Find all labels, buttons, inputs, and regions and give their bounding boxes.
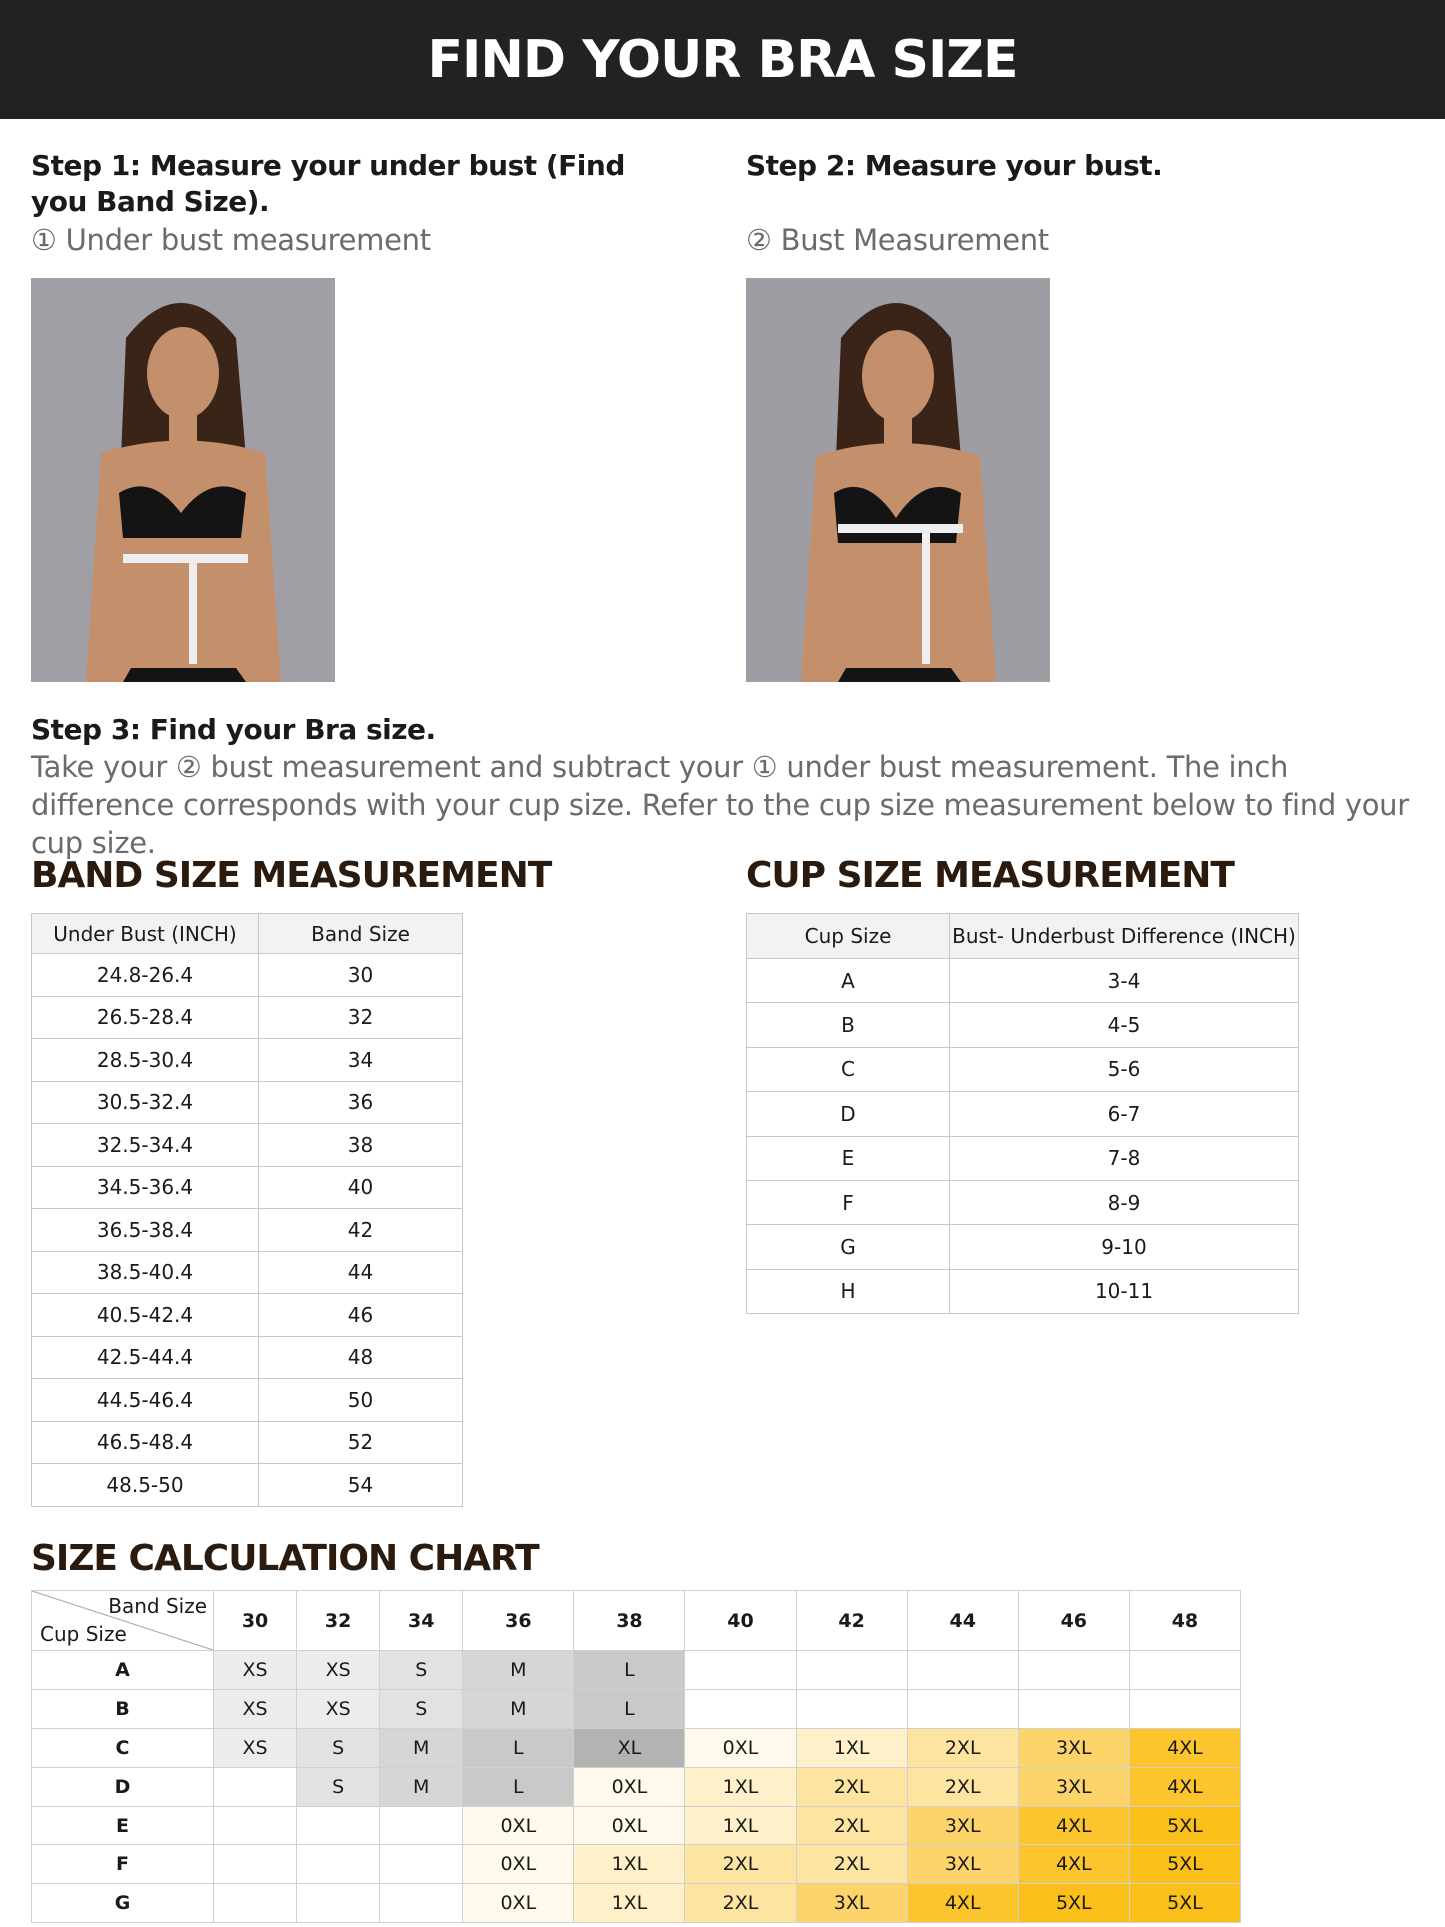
table-corner-cell bbox=[32, 1591, 214, 1651]
size-cell: L bbox=[463, 1767, 574, 1806]
size-cell bbox=[1018, 1651, 1129, 1690]
size-cell: 2XL bbox=[907, 1728, 1018, 1767]
size-cell: XS bbox=[214, 1728, 297, 1767]
size-cell: 1XL bbox=[796, 1728, 907, 1767]
size-cell bbox=[1129, 1651, 1240, 1690]
under-bust-range-cell: 30.5-32.4 bbox=[32, 1081, 259, 1124]
band-size-table bbox=[31, 913, 463, 1507]
calc-section-title: SIZE CALCULATION CHART bbox=[31, 1538, 539, 1579]
table-row bbox=[747, 1225, 1299, 1269]
size-cell: L bbox=[463, 1728, 574, 1767]
size-cell: 4XL bbox=[907, 1884, 1018, 1923]
table-header-row bbox=[32, 914, 463, 954]
step2-title: Step 2: Measure your bust. bbox=[746, 149, 1163, 182]
size-cell: 2XL bbox=[907, 1767, 1018, 1806]
size-cell: XS bbox=[297, 1689, 380, 1728]
size-cell bbox=[214, 1767, 297, 1806]
table-row bbox=[32, 1728, 1241, 1767]
band-column-header: 34 bbox=[380, 1591, 463, 1651]
size-cell: 4XL bbox=[1129, 1767, 1240, 1806]
size-cell bbox=[907, 1689, 1018, 1728]
band-size-cell: 40 bbox=[259, 1166, 463, 1209]
band-column-header: 38 bbox=[574, 1591, 685, 1651]
under-bust-range-cell: 36.5-38.4 bbox=[32, 1209, 259, 1252]
size-cell: 3XL bbox=[907, 1806, 1018, 1845]
difference-cell: 3-4 bbox=[950, 959, 1299, 1003]
band-size-cell: 30 bbox=[259, 954, 463, 997]
size-cell bbox=[1018, 1689, 1129, 1728]
cup-row-header: G bbox=[32, 1884, 214, 1923]
table-row bbox=[747, 1047, 1299, 1091]
band-header-under-bust: Under Bust (INCH) bbox=[32, 914, 259, 954]
size-cell: 5XL bbox=[1018, 1884, 1129, 1923]
size-cell bbox=[380, 1845, 463, 1884]
size-cell bbox=[796, 1689, 907, 1728]
size-cell: 1XL bbox=[574, 1845, 685, 1884]
size-cell: M bbox=[380, 1728, 463, 1767]
under-bust-range-cell: 34.5-36.4 bbox=[32, 1166, 259, 1209]
size-cell bbox=[685, 1651, 796, 1690]
under-bust-range-cell: 48.5-50 bbox=[32, 1464, 259, 1507]
size-cell: M bbox=[380, 1767, 463, 1806]
size-cell: S bbox=[297, 1767, 380, 1806]
cup-size-cell: H bbox=[747, 1269, 950, 1313]
table-row bbox=[747, 1269, 1299, 1313]
table-row bbox=[32, 996, 463, 1039]
size-cell bbox=[1129, 1689, 1240, 1728]
band-header-band-size: Band Size bbox=[259, 914, 463, 954]
difference-cell: 9-10 bbox=[950, 1225, 1299, 1269]
band-size-cell: 36 bbox=[259, 1081, 463, 1124]
difference-cell: 4-5 bbox=[950, 1003, 1299, 1047]
size-cell: 3XL bbox=[907, 1845, 1018, 1884]
size-cell: S bbox=[297, 1728, 380, 1767]
size-cell bbox=[796, 1651, 907, 1690]
size-cell bbox=[685, 1689, 796, 1728]
band-column-header: 44 bbox=[907, 1591, 1018, 1651]
cup-row-header: B bbox=[32, 1689, 214, 1728]
table-row bbox=[32, 1806, 1241, 1845]
table-row bbox=[32, 1294, 463, 1337]
size-cell: 2XL bbox=[796, 1806, 907, 1845]
cup-row-header: E bbox=[32, 1806, 214, 1845]
cup-row-header: C bbox=[32, 1728, 214, 1767]
size-cell: M bbox=[463, 1689, 574, 1728]
band-size-cell: 48 bbox=[259, 1336, 463, 1379]
table-row bbox=[747, 959, 1299, 1003]
corner-band-label: Band Size bbox=[108, 1594, 207, 1618]
band-column-header: 36 bbox=[463, 1591, 574, 1651]
table-row bbox=[32, 1884, 1241, 1923]
table-header-row bbox=[747, 914, 1299, 959]
band-column-header: 30 bbox=[214, 1591, 297, 1651]
page-title: FIND YOUR BRA SIZE bbox=[427, 29, 1018, 90]
size-cell: XS bbox=[297, 1651, 380, 1690]
under-bust-range-cell: 42.5-44.4 bbox=[32, 1336, 259, 1379]
table-row bbox=[32, 1081, 463, 1124]
band-size-cell: 34 bbox=[259, 1039, 463, 1082]
table-header-row bbox=[32, 1591, 1241, 1651]
size-cell: 0XL bbox=[463, 1884, 574, 1923]
size-cell: S bbox=[380, 1689, 463, 1728]
size-cell bbox=[297, 1845, 380, 1884]
table-row bbox=[32, 1379, 463, 1422]
difference-cell: 8-9 bbox=[950, 1180, 1299, 1224]
size-cell: 0XL bbox=[463, 1845, 574, 1884]
size-cell: L bbox=[574, 1651, 685, 1690]
step3-title: Step 3: Find your Bra size. bbox=[31, 713, 436, 746]
cup-size-cell: B bbox=[747, 1003, 950, 1047]
size-cell bbox=[214, 1806, 297, 1845]
size-cell: 3XL bbox=[1018, 1767, 1129, 1806]
size-cell: 2XL bbox=[796, 1845, 907, 1884]
step1-title: Step 1: Measure your under bust (Find you Band Size). bbox=[31, 149, 625, 218]
table-row bbox=[32, 1166, 463, 1209]
under-bust-range-cell: 24.8-26.4 bbox=[32, 954, 259, 997]
cup-size-cell: D bbox=[747, 1092, 950, 1136]
size-cell bbox=[380, 1806, 463, 1845]
band-size-cell: 38 bbox=[259, 1124, 463, 1167]
cup-size-cell: A bbox=[747, 959, 950, 1003]
size-cell: 5XL bbox=[1129, 1806, 1240, 1845]
table-row bbox=[747, 1092, 1299, 1136]
difference-cell: 7-8 bbox=[950, 1136, 1299, 1180]
under-bust-range-cell: 44.5-46.4 bbox=[32, 1379, 259, 1422]
size-cell: 2XL bbox=[796, 1767, 907, 1806]
cup-size-cell: E bbox=[747, 1136, 950, 1180]
size-cell: XS bbox=[214, 1689, 297, 1728]
band-column-header: 40 bbox=[685, 1591, 796, 1651]
step1-subtitle: ① Under bust measurement bbox=[31, 223, 431, 257]
table-row bbox=[32, 954, 463, 997]
size-calculation-table bbox=[31, 1590, 1241, 1923]
under-bust-range-cell: 38.5-40.4 bbox=[32, 1251, 259, 1294]
band-size-cell: 32 bbox=[259, 996, 463, 1039]
page-header bbox=[0, 0, 1445, 119]
table-row bbox=[32, 1464, 463, 1507]
size-cell: 0XL bbox=[574, 1767, 685, 1806]
table-row bbox=[32, 1251, 463, 1294]
band-size-cell: 46 bbox=[259, 1294, 463, 1337]
under-bust-range-cell: 26.5-28.4 bbox=[32, 996, 259, 1039]
size-cell: 2XL bbox=[685, 1884, 796, 1923]
table-row bbox=[32, 1651, 1241, 1690]
table-row bbox=[32, 1039, 463, 1082]
corner-cup-label: Cup Size bbox=[40, 1622, 127, 1646]
size-cell: XL bbox=[574, 1728, 685, 1767]
under-bust-photo bbox=[31, 278, 335, 682]
size-cell: L bbox=[574, 1689, 685, 1728]
cup-row-header: F bbox=[32, 1845, 214, 1884]
difference-cell: 6-7 bbox=[950, 1092, 1299, 1136]
size-cell bbox=[214, 1845, 297, 1884]
size-cell bbox=[297, 1884, 380, 1923]
step2-block bbox=[746, 148, 1386, 259]
size-cell: 0XL bbox=[574, 1806, 685, 1845]
step3-body: Take your ② bust measurement and subtract your ① under bust measurement. The inch difference corresponds with your cup size. Refer to the cup size measurement below to find your cup size. bbox=[31, 750, 1409, 860]
band-size-cell: 44 bbox=[259, 1251, 463, 1294]
table-row bbox=[32, 1845, 1241, 1884]
size-cell: 3XL bbox=[796, 1884, 907, 1923]
cup-header-cup-size: Cup Size bbox=[747, 914, 950, 959]
size-cell bbox=[907, 1651, 1018, 1690]
size-cell: 3XL bbox=[1018, 1728, 1129, 1767]
band-size-cell: 42 bbox=[259, 1209, 463, 1252]
size-cell: XS bbox=[214, 1651, 297, 1690]
size-cell: 0XL bbox=[463, 1806, 574, 1845]
cup-row-header: A bbox=[32, 1651, 214, 1690]
bust-photo bbox=[746, 278, 1050, 682]
size-cell: 5XL bbox=[1129, 1845, 1240, 1884]
band-section-title: BAND SIZE MEASUREMENT bbox=[31, 855, 552, 896]
size-cell bbox=[380, 1884, 463, 1923]
size-cell: 4XL bbox=[1129, 1728, 1240, 1767]
table-row bbox=[747, 1180, 1299, 1224]
band-column-header: 42 bbox=[796, 1591, 907, 1651]
difference-cell: 5-6 bbox=[950, 1047, 1299, 1091]
size-cell: 2XL bbox=[685, 1845, 796, 1884]
table-row bbox=[32, 1209, 463, 1252]
under-bust-range-cell: 32.5-34.4 bbox=[32, 1124, 259, 1167]
cup-size-table bbox=[746, 913, 1299, 1314]
step1-block bbox=[31, 148, 671, 259]
size-cell: 0XL bbox=[685, 1728, 796, 1767]
size-cell: S bbox=[380, 1651, 463, 1690]
band-column-header: 48 bbox=[1129, 1591, 1240, 1651]
step3-block bbox=[31, 712, 1421, 862]
table-row bbox=[32, 1767, 1241, 1806]
size-cell: M bbox=[463, 1651, 574, 1690]
cup-section-title: CUP SIZE MEASUREMENT bbox=[746, 855, 1234, 896]
band-column-header: 46 bbox=[1018, 1591, 1129, 1651]
cup-row-header: D bbox=[32, 1767, 214, 1806]
size-cell: 1XL bbox=[685, 1806, 796, 1845]
size-cell: 4XL bbox=[1018, 1806, 1129, 1845]
cup-size-cell: F bbox=[747, 1180, 950, 1224]
table-row bbox=[32, 1124, 463, 1167]
size-cell bbox=[297, 1806, 380, 1845]
table-row bbox=[32, 1421, 463, 1464]
size-cell: 5XL bbox=[1129, 1884, 1240, 1923]
cup-size-cell: C bbox=[747, 1047, 950, 1091]
band-size-cell: 50 bbox=[259, 1379, 463, 1422]
difference-cell: 10-11 bbox=[950, 1269, 1299, 1313]
table-row bbox=[32, 1689, 1241, 1728]
size-cell bbox=[214, 1884, 297, 1923]
size-cell: 4XL bbox=[1018, 1845, 1129, 1884]
band-size-cell: 52 bbox=[259, 1421, 463, 1464]
table-row bbox=[32, 1336, 463, 1379]
under-bust-range-cell: 46.5-48.4 bbox=[32, 1421, 259, 1464]
size-cell: 1XL bbox=[685, 1767, 796, 1806]
band-column-header: 32 bbox=[297, 1591, 380, 1651]
table-row bbox=[747, 1136, 1299, 1180]
step2-subtitle: ② Bust Measurement bbox=[746, 223, 1049, 257]
under-bust-range-cell: 28.5-30.4 bbox=[32, 1039, 259, 1082]
under-bust-range-cell: 40.5-42.4 bbox=[32, 1294, 259, 1337]
band-size-cell: 54 bbox=[259, 1464, 463, 1507]
table-row bbox=[747, 1003, 1299, 1047]
size-cell: 1XL bbox=[574, 1884, 685, 1923]
cup-header-difference: Bust- Underbust Difference (INCH) bbox=[950, 914, 1299, 959]
cup-size-cell: G bbox=[747, 1225, 950, 1269]
